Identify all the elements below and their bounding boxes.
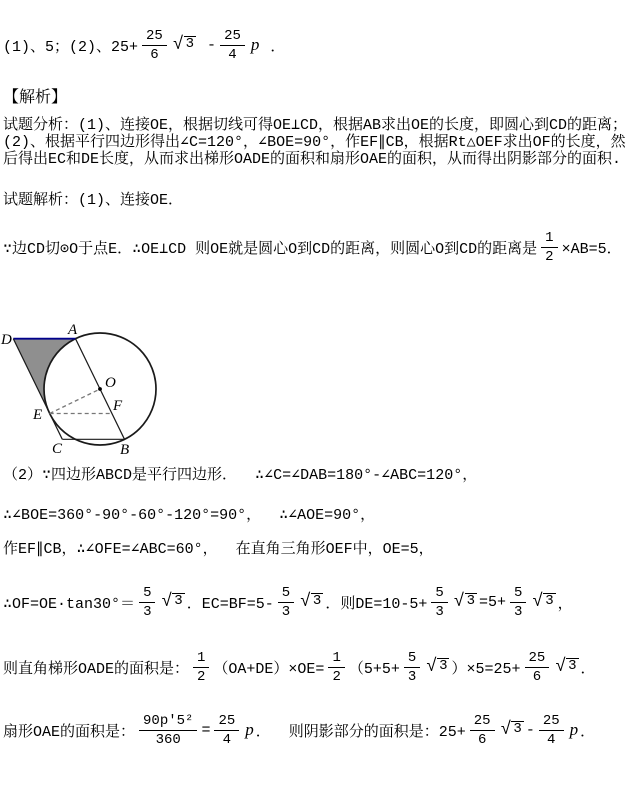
square-root bbox=[173, 36, 196, 54]
radical-sign: √ bbox=[500, 720, 512, 740]
point-label-E: E bbox=[33, 407, 43, 423]
radical-sign: √ bbox=[532, 592, 544, 612]
square-root bbox=[501, 721, 524, 739]
step4-line bbox=[3, 645, 596, 689]
text-segment: ， bbox=[557, 595, 573, 613]
fraction bbox=[139, 713, 197, 748]
fraction bbox=[404, 650, 420, 685]
fraction-denominator: 360 bbox=[155, 731, 181, 748]
fraction-denominator: 2 bbox=[332, 668, 341, 685]
fraction bbox=[193, 650, 209, 685]
fraction bbox=[539, 713, 564, 748]
text-segment: ． 则阴影部分的面积是：25+ bbox=[255, 723, 466, 741]
step2a-line bbox=[3, 463, 477, 484]
point-label-O: O bbox=[105, 375, 116, 391]
fraction-denominator: 4 bbox=[222, 731, 232, 748]
square-root bbox=[426, 658, 449, 676]
analysis-paragraph bbox=[3, 117, 629, 168]
square-root bbox=[532, 593, 555, 611]
italic-symbol: p bbox=[250, 35, 260, 54]
fraction-numerator: 25 bbox=[142, 28, 167, 46]
step3-line bbox=[3, 580, 573, 624]
radical-sign: √ bbox=[161, 592, 173, 612]
text-segment: - bbox=[525, 721, 535, 739]
text-segment: 则直角梯形OADE的面积是： bbox=[3, 660, 190, 678]
answer-line bbox=[3, 25, 285, 65]
fraction bbox=[510, 585, 526, 620]
radical-sign: √ bbox=[426, 657, 438, 677]
radical-sign: √ bbox=[555, 657, 567, 677]
fraction-numerator: 5 bbox=[139, 585, 155, 603]
radical-sign: √ bbox=[300, 592, 311, 612]
text-segment: 扇形OAE的面积是： bbox=[3, 723, 136, 741]
fraction bbox=[220, 28, 245, 63]
radicand: 3 bbox=[312, 593, 322, 609]
fraction-numerator: 1 bbox=[328, 650, 344, 668]
square-root bbox=[454, 593, 477, 611]
radicand: 3 bbox=[439, 658, 448, 674]
text-segment: 试题解析：(1)、连接OE． bbox=[3, 192, 184, 209]
text-segment: （5+5+ bbox=[348, 660, 400, 678]
point-label-F: F bbox=[113, 398, 123, 414]
fraction bbox=[328, 650, 344, 685]
text-segment: 试题分析：(1)、连接OE，根据切线可得OE⊥CD，根据AB求出OE的长度，即圆心到CD的距离；(2)、根据平行四边形得出∠C=120°，∠BOE=90°，作EF∥CB，根据Rt△OEF求出OF的长度，然后得出EC和DE长度，从而求出梯形OADE的面积和扇形OAE的面积，从而得出阴影部分的面积. bbox=[3, 117, 628, 168]
text-segment: 作EF∥CB，∴∠OFE=∠ABC=60°， 在直角三角形OEF中，OE=5， bbox=[3, 541, 434, 558]
text-segment: ．EC=BF=5- bbox=[186, 595, 274, 613]
text-segment: - bbox=[198, 36, 217, 54]
fraction-numerator: 25 bbox=[470, 713, 495, 731]
fraction-denominator: 4 bbox=[228, 46, 237, 63]
fraction bbox=[142, 28, 167, 63]
fraction-numerator: 1 bbox=[193, 650, 209, 668]
text-segment: ）×5=25+ bbox=[451, 660, 521, 678]
radicand: 3 bbox=[513, 721, 522, 737]
point-label-C: C bbox=[52, 441, 63, 457]
radical-sign: √ bbox=[453, 592, 465, 612]
fraction-denominator: 2 bbox=[197, 668, 206, 685]
text-segment: ∴OF=OE·tan30°＝ bbox=[3, 595, 136, 613]
point-label-D: D bbox=[1, 332, 12, 348]
fraction-denominator: 6 bbox=[477, 731, 487, 748]
fraction-numerator: 90p′5² bbox=[139, 713, 197, 731]
text-segment: 【解析】 bbox=[3, 89, 68, 107]
fraction-denominator: 3 bbox=[407, 668, 417, 685]
fraction-denominator: 3 bbox=[435, 603, 444, 620]
text-segment: =5+ bbox=[478, 593, 506, 611]
fraction-numerator: 25 bbox=[220, 28, 245, 46]
fraction bbox=[541, 230, 557, 265]
fraction-denominator: 6 bbox=[532, 668, 542, 685]
analysis-heading bbox=[3, 84, 67, 107]
text-segment: （2）∵四边形ABCD是平行四边形． ∴∠C=∠DAB=180°-∠ABC=120°， bbox=[3, 467, 478, 484]
italic-symbol: p bbox=[245, 720, 254, 739]
text-segment: ． bbox=[580, 723, 596, 741]
square-root bbox=[300, 593, 323, 611]
fraction-denominator: 3 bbox=[281, 603, 291, 620]
step1-line bbox=[3, 227, 622, 267]
center-point-O bbox=[98, 387, 102, 391]
solution-title-line bbox=[3, 188, 183, 209]
text-segment: ∴∠BOE=360°-90°-60°-120°=90°， ∴∠AOE=90°， bbox=[3, 507, 376, 524]
point-label-B: B bbox=[120, 442, 130, 458]
text-segment: ． bbox=[580, 660, 596, 678]
fraction bbox=[525, 650, 550, 685]
segment-EO bbox=[50, 389, 100, 414]
fraction-denominator: 3 bbox=[143, 603, 152, 620]
text-segment: = bbox=[201, 721, 211, 739]
fraction-numerator: 5 bbox=[510, 585, 526, 603]
text-segment: ×AB=5． bbox=[561, 240, 622, 258]
fraction bbox=[431, 585, 447, 620]
step2c-line bbox=[3, 537, 434, 558]
step5-line bbox=[3, 708, 595, 752]
radicand: 3 bbox=[568, 658, 577, 674]
text-segment: （OA+DE）×OE= bbox=[213, 660, 325, 678]
radicand: 3 bbox=[545, 593, 554, 609]
fraction-denominator: 2 bbox=[545, 248, 554, 265]
radical-sign: √ bbox=[172, 35, 184, 55]
fraction-numerator: 25 bbox=[539, 713, 564, 731]
italic-symbol: p bbox=[569, 720, 579, 739]
fraction-denominator: 3 bbox=[513, 603, 523, 620]
radicand: 3 bbox=[185, 36, 195, 52]
fraction bbox=[278, 585, 294, 620]
text-segment: ． bbox=[261, 38, 286, 56]
fraction-numerator: 5 bbox=[404, 650, 420, 668]
point-label-A: A bbox=[68, 322, 78, 338]
text-segment: ．则DE=10-5+ bbox=[325, 595, 428, 613]
fraction-denominator: 6 bbox=[150, 46, 159, 63]
geometry-figure bbox=[0, 315, 170, 460]
fraction-denominator: 4 bbox=[547, 731, 556, 748]
radicand: 3 bbox=[466, 593, 475, 609]
fraction bbox=[139, 585, 155, 620]
fraction-numerator: 5 bbox=[278, 585, 294, 603]
text-segment: (1)、5；(2)、25+ bbox=[3, 38, 139, 56]
radicand: 3 bbox=[174, 593, 183, 609]
fraction-numerator: 25 bbox=[525, 650, 550, 668]
text-segment: ∵边CD切⊙O于点E．∴OE⊥CD 则OE就是圆心O到CD的距离，则圆心O到CD的距离是 bbox=[3, 240, 538, 258]
fraction-numerator: 25 bbox=[214, 713, 239, 731]
fraction-numerator: 5 bbox=[431, 585, 447, 603]
fraction bbox=[470, 713, 495, 748]
fraction bbox=[214, 713, 239, 748]
square-root bbox=[555, 658, 578, 676]
square-root bbox=[161, 593, 184, 611]
fraction-numerator: 1 bbox=[541, 230, 557, 248]
step2b-line bbox=[3, 503, 375, 524]
